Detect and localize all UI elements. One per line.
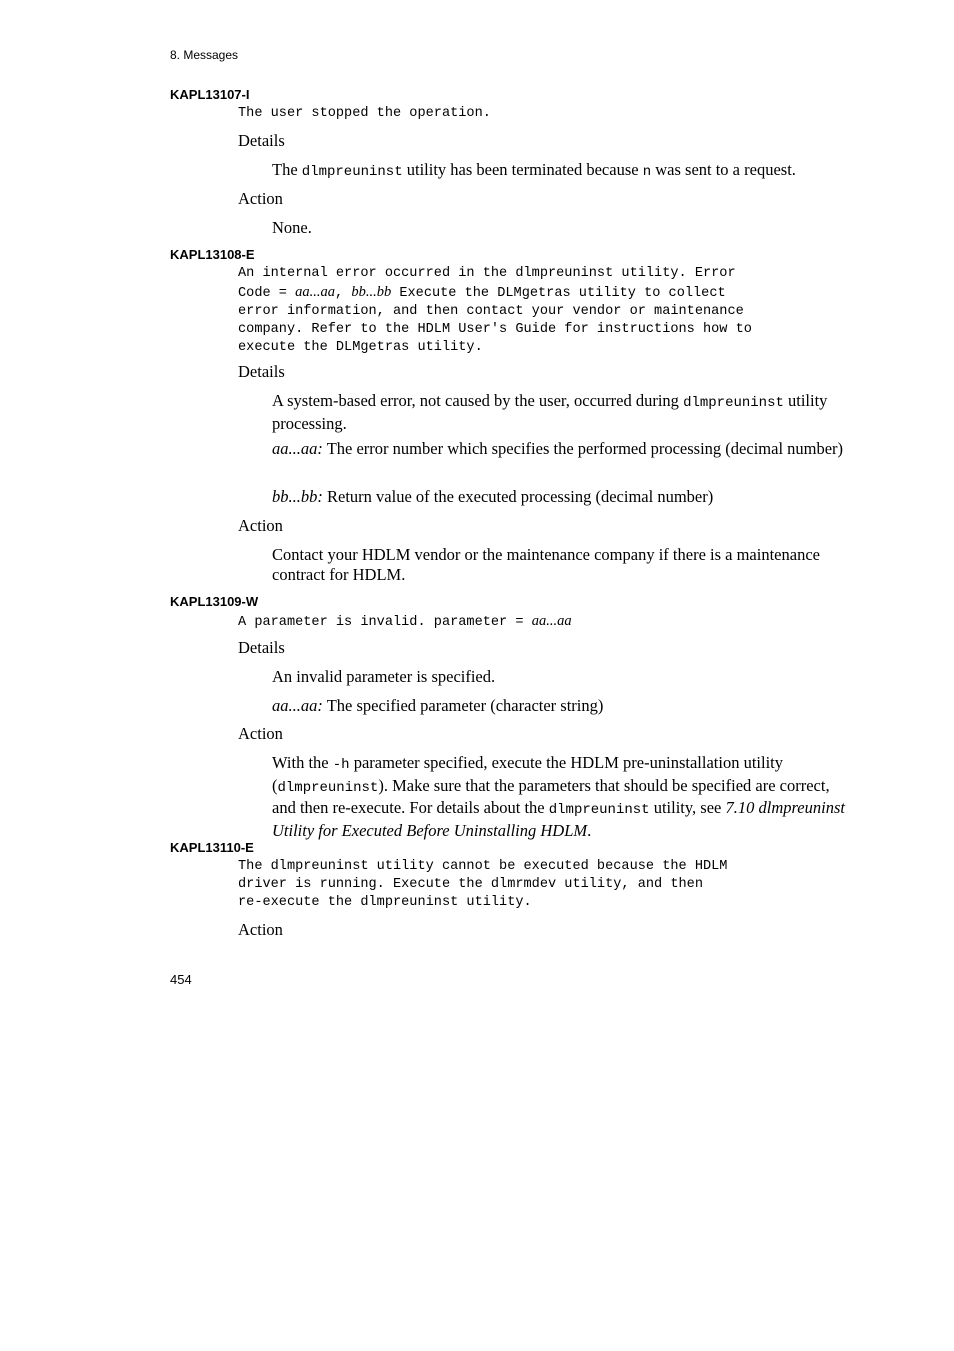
message-id: KAPL13107-I <box>170 87 250 102</box>
page-number: 454 <box>170 972 192 987</box>
section-label-action: Action <box>238 189 283 208</box>
section-label-details: Details <box>238 131 285 150</box>
message-id: KAPL13108-E <box>170 247 255 262</box>
running-head: 8. Messages <box>170 48 239 62</box>
message-id: KAPL13110-E <box>170 840 254 855</box>
message-text: A parameter is invalid. parameter = aa...aa <box>238 613 572 630</box>
details-paragraph: A system-based error, not caused by the user, occurred during dlmpreuninst utility processing. <box>272 391 828 433</box>
details-paragraph: An invalid parameter is specified. <box>272 667 496 686</box>
section-label-action: Action <box>238 920 283 939</box>
details-paragraph: The dlmpreuninst utility has been terminated because n was sent to a request. <box>272 160 796 180</box>
action-paragraph: Contact your HDLM vendor or the maintenance company if there is a maintenance contract for HDLM. <box>272 545 820 584</box>
section-label-action: Action <box>238 724 283 743</box>
message-id: KAPL13109-W <box>170 594 259 609</box>
action-paragraph: With the -h parameter specified, execute the HDLM pre-uninstallation utility (dlmpreuninst). Make sure that the parameters that should be specified are correct, and then re-execute. For details about the dlmpreuninst utility, see 7.10 dlmpreuninst Utility for Executed Before Uninstalling HDLM. <box>272 753 845 840</box>
details-variable: bb...bb: Return value of the executed processing (decimal number) <box>272 487 714 506</box>
action-paragraph: None. <box>272 218 312 237</box>
details-variable: aa...aa: The error number which specifies the performed processing (decimal number) <box>272 439 844 458</box>
section-label-action: Action <box>238 516 283 535</box>
section-label-details: Details <box>238 362 285 381</box>
message-text: The dlmpreuninst utility cannot be executed because the HDLM driver is running. Execute the dlmrmdev utility, and then re-execute the dlmpreuninst utility. <box>238 859 728 910</box>
message-text: The user stopped the operation. <box>238 106 491 121</box>
message-text: An internal error occurred in the dlmpreuninst utility. Error Code = aa...aa, bb...bb Execute the DLMgetras utility to collect error information, and then contact your vendor or maintenance company. Refer to the HDLM User's Guide for instructions how to execute the DLMgetras utility. <box>238 266 752 355</box>
cross-reference-link[interactable]: 7.10 dlmpreuninst Utility for Executed Before Uninstalling HDLM <box>272 798 845 840</box>
details-variable: aa...aa: The specified parameter (character string) <box>272 696 604 715</box>
section-label-details: Details <box>238 638 285 657</box>
